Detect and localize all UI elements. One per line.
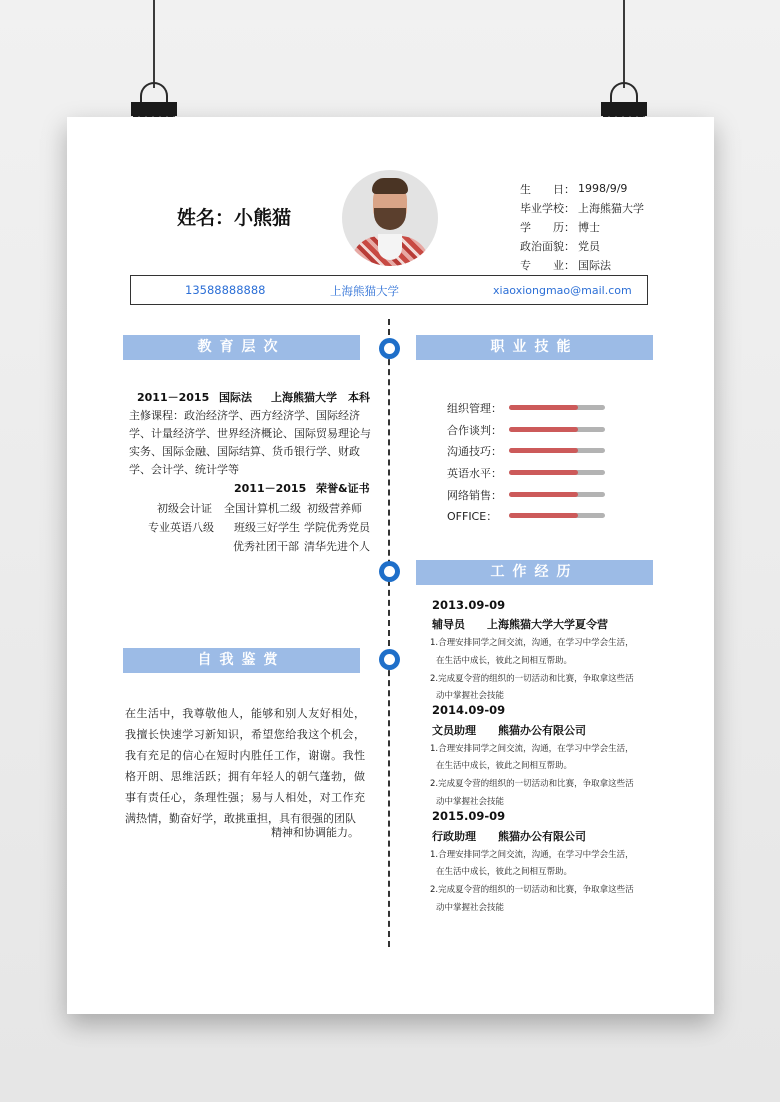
info-school: 毕业学校： 上海熊猫大学 xyxy=(520,201,644,215)
timeline-dot-self xyxy=(379,649,400,670)
skill-bar xyxy=(509,513,605,518)
skill-bar xyxy=(509,405,605,410)
job-title: 辅导员 上海熊猫大学大学夏令营 xyxy=(432,618,608,631)
info-political: 政治面貌： 党员 xyxy=(520,239,600,253)
job-duty: 动中掌握社会技能 xyxy=(436,903,505,913)
hanging-string-right xyxy=(623,0,625,88)
job-duty: 2.完成夏令营的组织的一切活动和比赛，争取拿这些活 xyxy=(430,674,634,684)
info-major: 专 业： 国际法 xyxy=(520,258,611,272)
job-title: 行政助理 熊猫办公有限公司 xyxy=(432,830,586,843)
profile-photo xyxy=(342,170,438,266)
job-duty: 动中掌握社会技能 xyxy=(436,691,505,701)
edu-school: 上海熊猫大学 xyxy=(271,391,337,404)
timeline-dot-education xyxy=(379,338,400,359)
job-duty: 2.完成夏令营的组织的一切活动和比赛，争取拿这些活 xyxy=(430,779,634,789)
resume-sheet xyxy=(67,117,714,1014)
honor-item: 初级营养师 xyxy=(307,502,362,515)
honor-period: 2011－2015 xyxy=(234,482,307,495)
honor-item: 初级会计证 xyxy=(157,502,212,515)
contact-phone: 13588888888 xyxy=(185,283,266,297)
job-duty: 在生活中成长，彼此之间相互帮助。 xyxy=(436,867,573,877)
honor-item: 清华先进个人 xyxy=(304,540,370,553)
hanging-string-left xyxy=(153,0,155,88)
section-skills-header: 职业技能 xyxy=(416,335,653,360)
info-degree: 学 历： 博士 xyxy=(520,220,600,234)
edu-period: 2011－2015 xyxy=(137,391,210,404)
skill-row: 英语水平： xyxy=(447,462,617,483)
contact-school: 上海熊猫大学 xyxy=(330,284,399,298)
resume-name: 姓名：小熊猫 xyxy=(177,207,292,229)
edu-major: 国际法 xyxy=(219,391,252,404)
job-duty: 在生活中成长，彼此之间相互帮助。 xyxy=(436,761,573,771)
honor-item: 班级三好学生 xyxy=(234,521,300,534)
honor-label: 荣誉&证书 xyxy=(316,482,370,495)
skill-bar xyxy=(509,427,605,432)
edu-courses: 主修课程：政治经济学、西方经济学、国际经济学、计量经济学、世界经济概论、国际贸易理论与实务、国际金融、国际结算、货币银行学、财政学、会计学、统计学等 xyxy=(129,409,371,476)
honor-item: 优秀社团干部 xyxy=(233,540,299,553)
honor-item: 专业英语八级 xyxy=(148,521,214,534)
section-work-header: 工作经历 xyxy=(416,560,653,585)
self-eval-text: 在生活中，我尊敬他人，能够和别人友好相处，我擅长快速学习新知识，希望您给我这个机会，我有充足的信心在短时内胜任工作，谢谢。我性格开朗、思维活跃；拥有年轻人的朝气蓬勃，做事有责任心，条理性强；易与人相处，对工作充满热情，勤奋好学，敢挑重担，具有很强的团队 xyxy=(125,707,365,825)
self-eval-last-line: 精神和协调能力。 xyxy=(271,826,359,839)
skill-bar xyxy=(509,470,605,475)
info-birthday: 生 日： 1998/9/9 xyxy=(520,182,628,196)
contact-bar xyxy=(130,275,648,305)
center-timeline xyxy=(388,319,390,947)
skill-row: 网络销售： xyxy=(447,484,617,505)
skill-bar xyxy=(509,492,605,497)
job-date: 2015.09-09 xyxy=(432,809,506,823)
skill-row: OFFICE： xyxy=(447,505,617,526)
section-education-header: 教育层次 xyxy=(123,335,360,360)
job-duty: 2.完成夏令营的组织的一切活动和比赛，争取拿这些活 xyxy=(430,885,634,895)
honor-item: 学院优秀党员 xyxy=(304,521,370,534)
timeline-dot-work xyxy=(379,561,400,582)
personal-info xyxy=(520,179,644,274)
skill-row: 沟通技巧： xyxy=(447,440,617,461)
job-duty: 1.合理安排同学之间交流，沟通，在学习中学会生活， xyxy=(430,744,634,754)
section-self-header: 自我鉴赏 xyxy=(123,648,360,673)
skill-row: 组织管理： xyxy=(447,397,617,418)
honor-item: 全国计算机二级 xyxy=(224,502,301,515)
job-duty: 1.合理安排同学之间交流，沟通，在学习中学会生活， xyxy=(430,850,634,860)
contact-email: xiaoxiongmao@mail.com xyxy=(493,284,632,297)
job-duty: 在生活中成长，彼此之间相互帮助。 xyxy=(436,656,573,666)
job-date: 2013.09-09 xyxy=(432,598,506,612)
skill-row: 合作谈判： xyxy=(447,419,617,440)
skill-bar xyxy=(509,448,605,453)
job-duty: 动中掌握社会技能 xyxy=(436,797,505,807)
job-duty: 1.合理安排同学之间交流，沟通，在学习中学会生活， xyxy=(430,638,634,648)
job-date: 2014.09-09 xyxy=(432,703,506,717)
edu-degree: 本科 xyxy=(348,391,370,404)
job-title: 文员助理 熊猫办公有限公司 xyxy=(432,724,586,737)
